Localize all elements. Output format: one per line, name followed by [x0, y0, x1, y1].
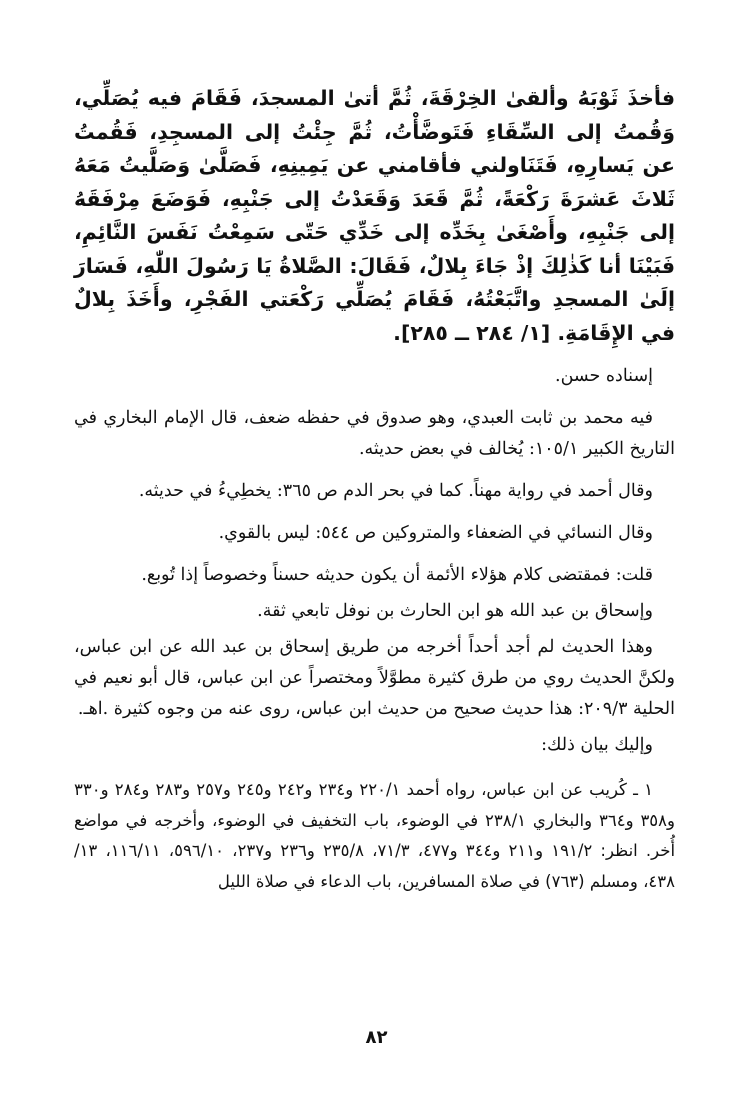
- page-number: ٨٢: [365, 1027, 388, 1048]
- hadith-text: فأخذَ ثَوْبَهُ وألقىٰ الخِرْقَةَ، ثُمَّ أتىٰ المسجدَ، فَقَامَ فيه يُصَلِّي، وَقُمتُ إلى السِّقَاءِ فَتَوضَّأْتُ، ثُمَّ جِئْتُ إلى المسجِدِ، فَقُمتُ عن يَسارِهِ، فَتَنَاولني فأقامني عن يَمِينِهِ، فَصَلَّىٰ وَصَلَّيتُ مَعَهُ ثَلاثَ عَشرَةَ رَكْعَةً، ثُمَّ قَعَدَ وَقَعَدْتُ إلى جَنْبِهِ، فَوَضَعَ مِرْفَقَهُ إلى جَنْبِهِ، وأَصْغَىٰ بِخَدِّه إلى خَدِّي حَتّى سَمِعْتُ نَفَسَ النَّائِمِ، فَبَيْنَا أنا كَذٰلِكَ إذْ جَاءَ بِلالٌ، فَقَالَ: الصَّلاةُ يَا رَسُولَ اللّٰهِ، فَسَارَ إلَىٰ المسجدِ واتَّبَعْتُهُ، فَقَامَ يُصَلِّي رَكْعَتي الفَجْرِ، وأَخَذَ بِلالٌ في الإِقَامَةِ.: [74, 86, 675, 345]
- commentary-paragraph-7: وإليك بيان ذلك:: [541, 735, 653, 755]
- isnad-grade: إسناده حسن.: [555, 366, 653, 386]
- commentary-paragraph-5: وإسحاق بن عبد الله هو ابن الحارث بن نوفل تابعي ثقة.: [257, 601, 653, 621]
- commentary-paragraph-2: وقال أحمد في رواية مهناً. كما في بحر الدم ص ٣٦٥: يخطِيءُ في حديثه.: [138, 481, 653, 501]
- commentary-paragraph-3: وقال النسائي في الضعفاء والمتروكين ص ٥٤٤: ليس بالقوي.: [218, 523, 653, 543]
- commentary-paragraph-6: وهذا الحديث لم أجد أحداً أخرجه من طريق إسحاق بن عبد الله عن ابن عباس، ولكنَّ الحديث روي من طرق كثيرة مطوَّلاً ومختصراً عن ابن عباس، قال أبو نعيم في الحلية ٢٠٩/٣: هذا حديث صحيح من حديث ابن عباس، روى عنه من وجوه كثيرة .اهـ.: [74, 637, 675, 719]
- footnote-item-1: ١ ـ كُريب عن ابن عباس، رواه أحمد ٢٢٠/١ و٢٣٤ و٢٤٢ و٢٤٥ و٢٥٧ و٢٨٣ و٢٨٤ و٣٣٠ و٣٥٨ و٣٦٤ والبخاري ٢٣٨/١ في الوضوء، باب التخفيف في الوضوء، وأخرجه في مواضع أُخر. انظر: ١٩١/٢ و٢١١ و٣٤٤ و٤٧٧، ٧١/٣، ٢٣٥/٨ و٢٣٦ و٢٣٧، ٥٩٦/١٠، ١١٦/١١، ١٣/ ٤٣٨، ومسلم (٧٦٣) في صلاة المسافرين، باب الدعاء في صلاة الليل: [74, 780, 676, 891]
- commentary-paragraph-4: قلت: فمقتضى كلام هؤلاء الأئمة أن يكون حديثه حسناً وخصوصاً إذا تُوبع.: [141, 565, 653, 585]
- hadith-text-block: [74, 82, 675, 350]
- hadith-reference: [١/ ٢٨٤ ــ ٢٨٥].: [393, 320, 551, 345]
- commentary-paragraph-1: فيه محمد بن ثابت العبدي، وهو صدوق في حفظه ضعف، قال الإمام البخاري في التاريخ الكبير ١٠٥/١: يُخالف في بعض حديثه.: [74, 408, 675, 459]
